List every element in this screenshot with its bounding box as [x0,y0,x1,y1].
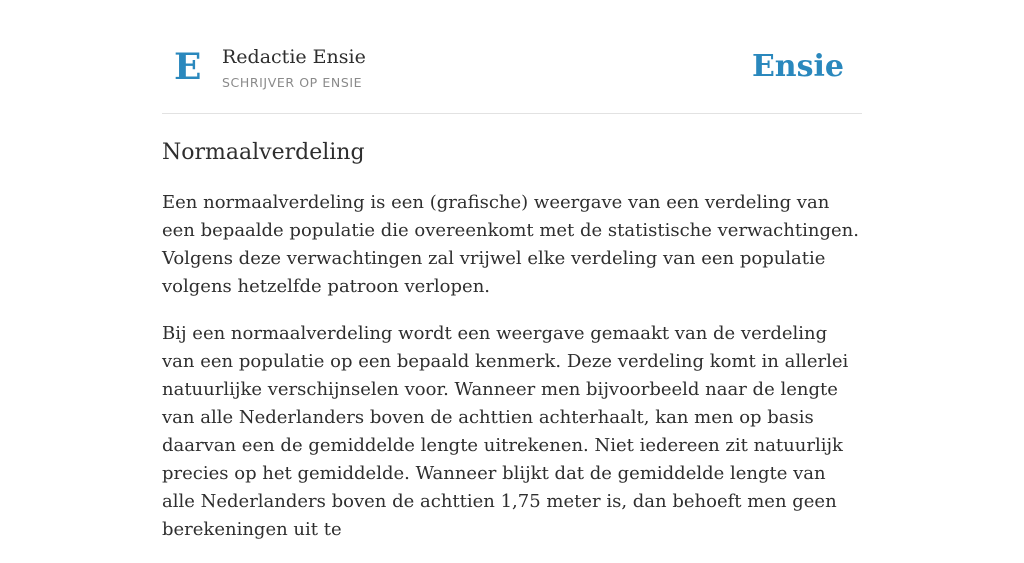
author-role: SCHRIJVER OP ENSIE [222,75,363,90]
article-title: Normaalverdeling [162,140,365,165]
article-card [162,0,862,563]
article-paragraph: Bij een normaalverdeling wordt een weergave gemaakt van de verdeling van een populatie op een bepaald kenmerk. Deze verdeling komt in allerlei natuurlijke verschijnselen voor. Wanneer men bijvoorbeeld naar de lengte van alle Nederlanders boven de achttien achterhaalt, kan men op basis daarvan een de gemiddelde lengte uitrekenen. Niet iedereen zit natuurlijk precies op het gemiddelde. Wanneer blijkt dat de gemiddelde lengte van alle Nederlanders boven de achttien 1,75 meter is, dan behoeft men geen berekeningen uit te [162,323,849,541]
brand-logo[interactable]: Ensie [751,49,844,84]
author-logo: E [174,46,202,88]
article-paragraph: Een normaalverdeling is een (grafische) weergave van een verdeling van een bepaalde populatie die overeenkomt met de statistische verwachtingen. Volgens deze verwachtingen zal vrijwel elke verdeling van een populatie volgens hetzelfde patroon verlopen. [162,192,859,298]
card-header [162,0,862,114]
author-name[interactable]: Redactie Ensie [222,46,366,68]
article-body [162,189,862,544]
